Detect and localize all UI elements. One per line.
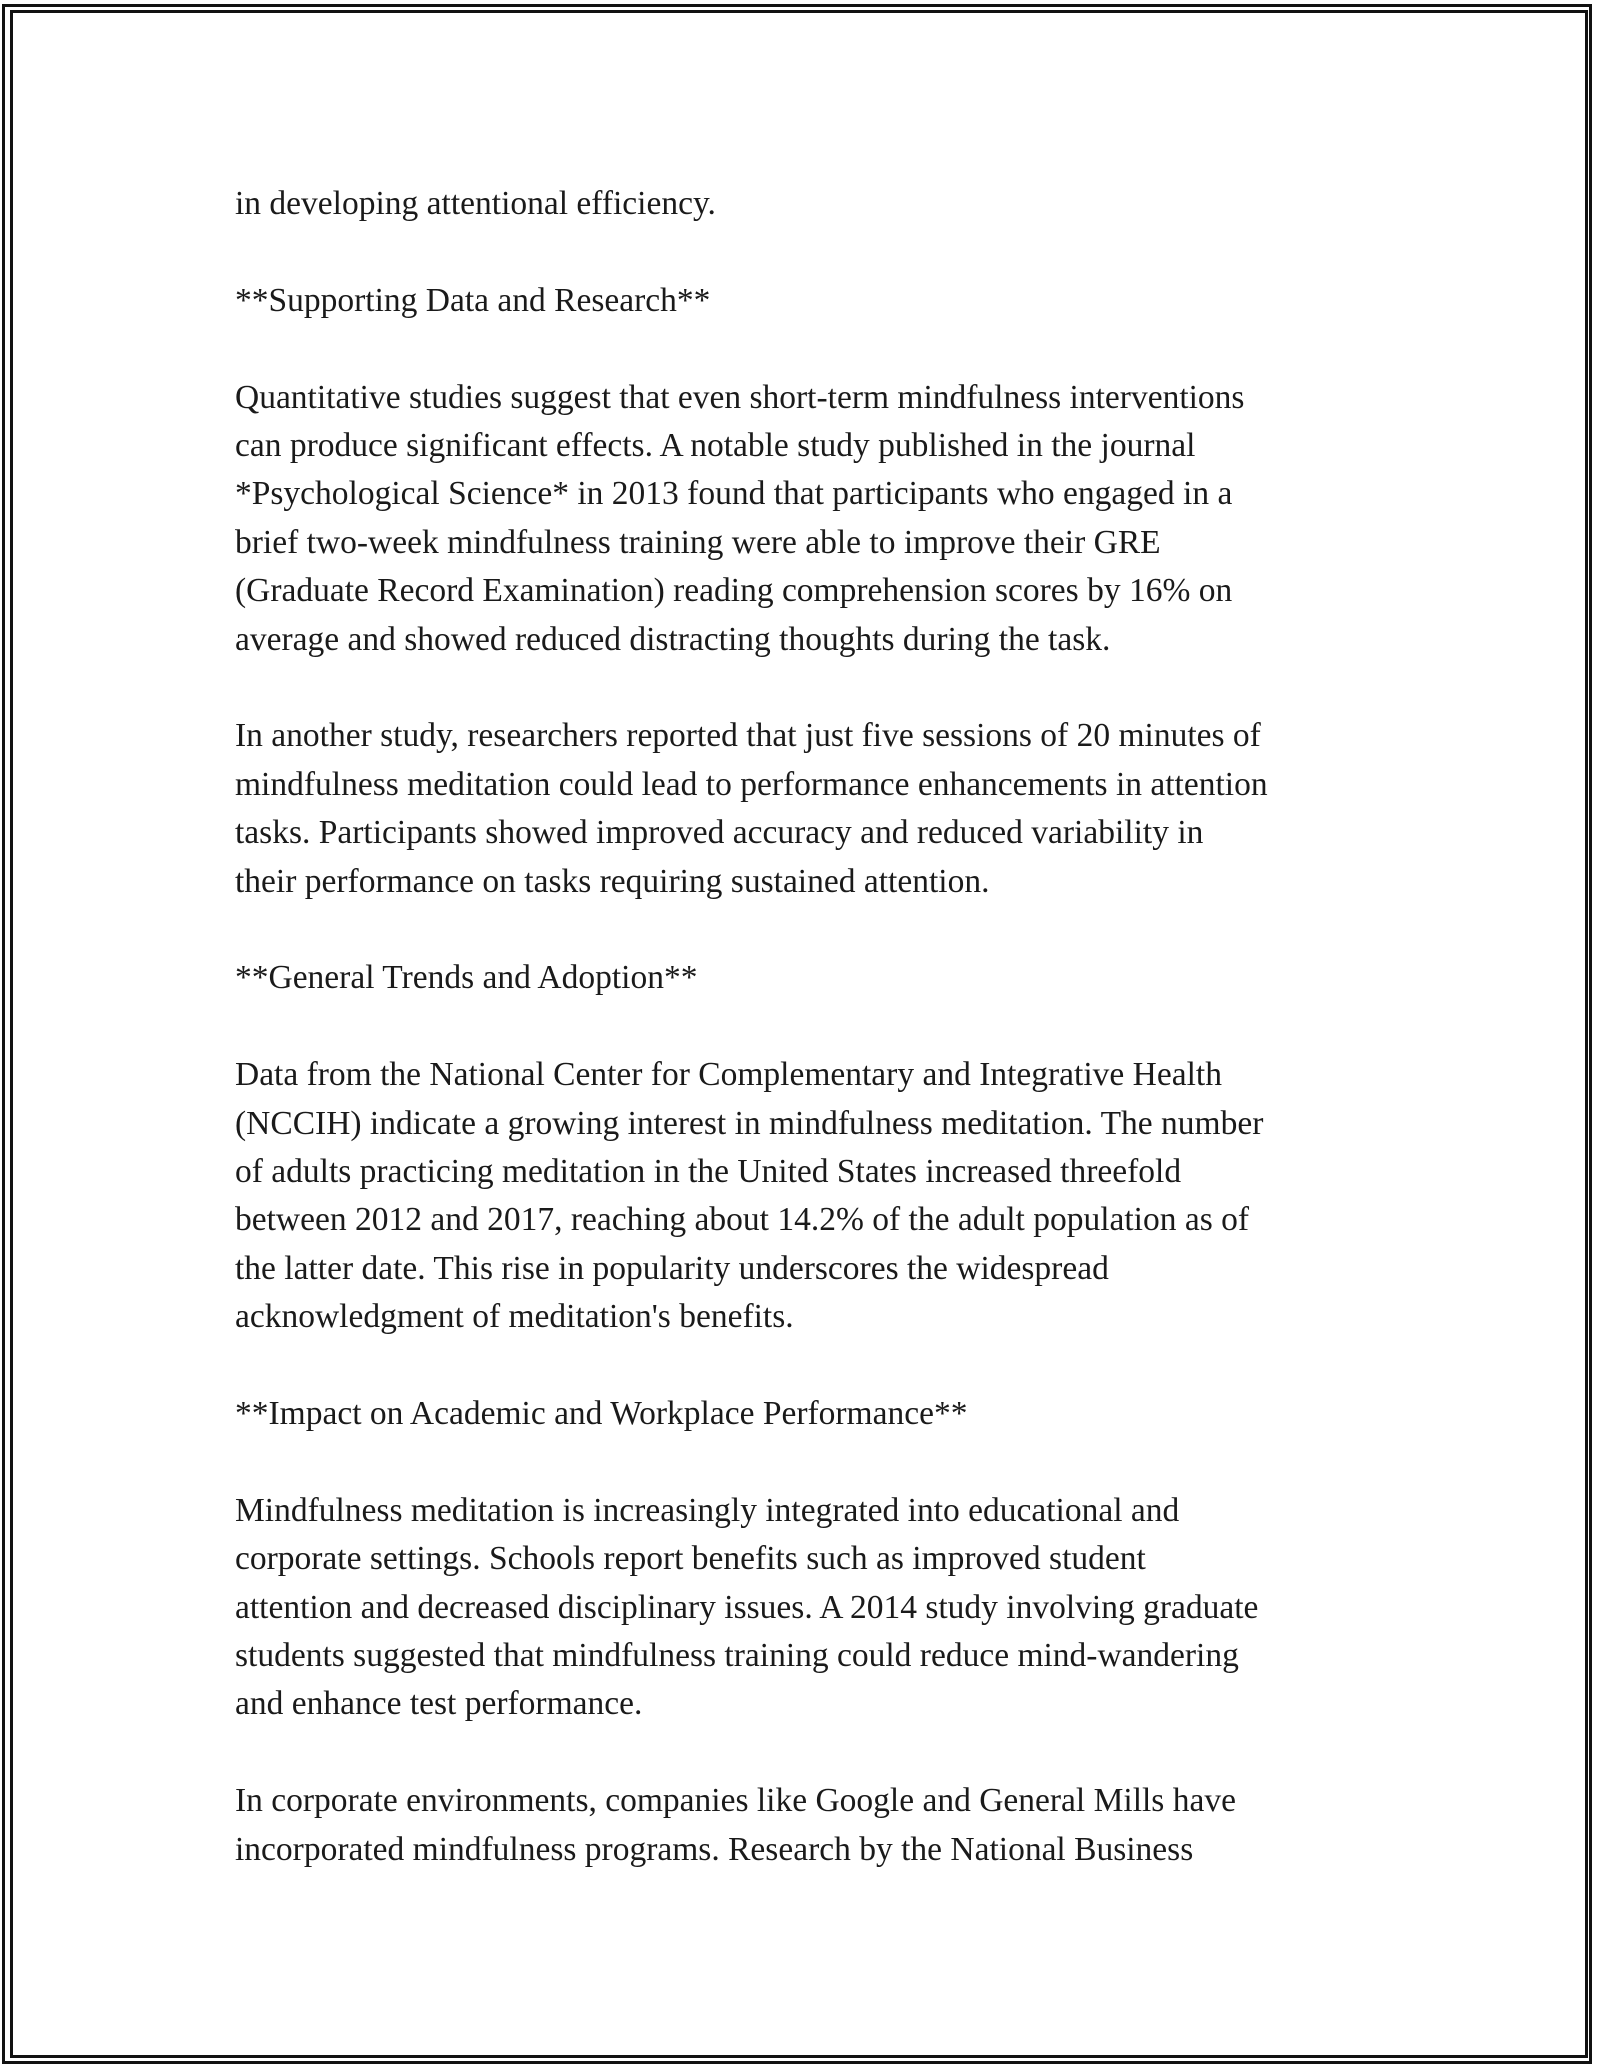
text-line: and enhance test performance. xyxy=(235,1685,643,1723)
text-line: **Supporting Data and Research** xyxy=(235,281,711,319)
text-line: can produce significant effects. A notable study published in the journal xyxy=(235,427,1196,464)
text-line: the latter date. This rise in popularity underscores the widespread xyxy=(235,1249,1109,1287)
text-line: In another study, researchers reported that just five sessions of 20 minutes of xyxy=(235,717,1261,755)
text-line: incorporated mindfulness programs. Research by the National Business xyxy=(235,1830,1194,1868)
text-line: Quantitative studies suggest that even short-term mindfulness interventions xyxy=(235,378,1245,416)
body-paragraph xyxy=(235,1051,1385,1341)
section-heading xyxy=(235,1390,1385,1438)
body-paragraph xyxy=(235,1777,1385,1874)
text-line: mindfulness meditation could lead to performance enhancements in attention xyxy=(235,765,1268,803)
text-line: (Graduate Record Examination) reading comprehension scores by 16% on xyxy=(235,572,1233,610)
text-line: in developing attentional efficiency. xyxy=(235,185,716,222)
body-paragraph xyxy=(235,1487,1385,1729)
section-heading xyxy=(235,954,1385,1002)
text-line: tasks. Participants showed improved accuracy and reduced variability in xyxy=(235,814,1204,852)
text-line: of adults practicing meditation in the United States increased threefold xyxy=(235,1153,1182,1191)
text-line: attention and decreased disciplinary issues. A 2014 study involving graduate xyxy=(235,1588,1259,1626)
text-line: Data from the National Center for Complementary and Integrative Health xyxy=(235,1056,1222,1094)
text-line: corporate settings. Schools report benefits such as improved student xyxy=(235,1540,1146,1578)
text-line: students suggested that mindfulness training could reduce mind-wandering xyxy=(235,1637,1239,1675)
text-line: average and showed reduced distracting thoughts during the task. xyxy=(235,620,1111,658)
text-line: their performance on tasks requiring sustained attention. xyxy=(235,862,990,900)
text-line: In corporate environments, companies like Google and General Mills have xyxy=(235,1782,1236,1820)
text-line: *Psychological Science* in 2013 found that participants who engaged in a xyxy=(235,475,1233,513)
text-line: **Impact on Academic and Workplace Performance** xyxy=(235,1395,968,1433)
text-line: **General Trends and Adoption** xyxy=(235,959,698,997)
text-line: Mindfulness meditation is increasingly integrated into educational and xyxy=(235,1491,1180,1529)
text-line: brief two-week mindfulness training were able to improve their GRE xyxy=(235,523,1161,561)
document-body xyxy=(235,180,1385,1922)
text-line: (NCCIH) indicate a growing interest in mindfulness meditation. The number xyxy=(235,1104,1264,1142)
body-paragraph xyxy=(235,712,1385,906)
body-paragraph xyxy=(235,374,1385,664)
text-line: between 2012 and 2017, reaching about 14.2% of the adult population as of xyxy=(235,1201,1250,1239)
section-heading xyxy=(235,277,1385,325)
body-paragraph xyxy=(235,180,1385,228)
text-line: acknowledgment of meditation's benefits. xyxy=(235,1298,794,1336)
